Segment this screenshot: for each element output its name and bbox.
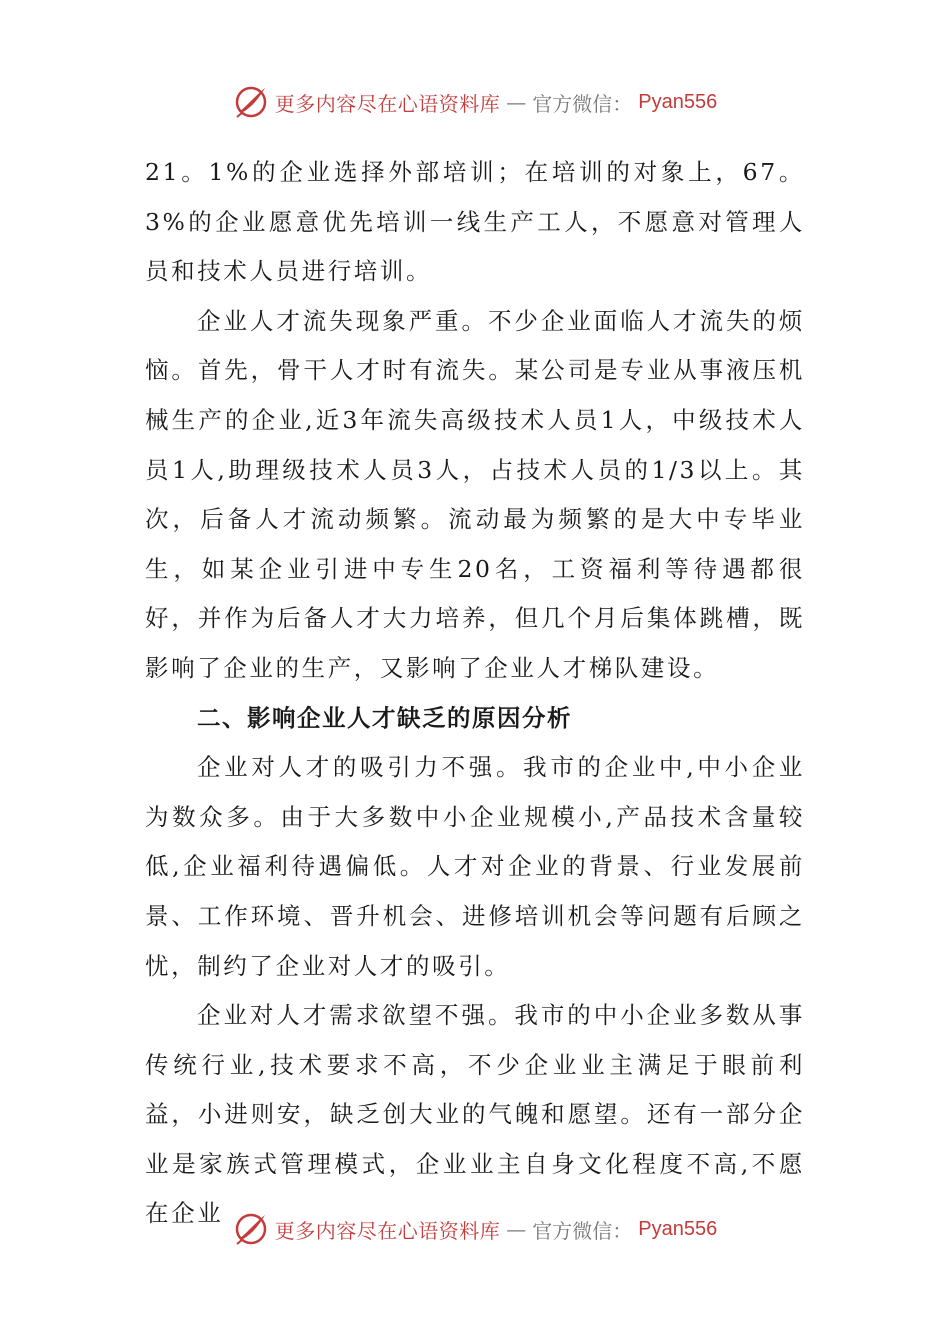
document-body <box>145 148 805 1239</box>
watermark-dash: — <box>506 1217 527 1241</box>
paragraph-continued: 21。1%的企业选择外部培训；在培训的对象上，67。3%的企业愿意优先培训一线生产工人，不愿意对管理人员和技术人员进行培训。 <box>145 158 805 286</box>
watermark-official-label: 官方微信： <box>532 1218 633 1243</box>
paragraph-talent-loss: 企业人才流失现象严重。不少企业面临人才流失的烦恼。首先，骨干人才时有流失。某公司是专业从事液压机械生产的企业,近3年流失高级技术人员1人，中级技术人员1人,助理级技术人员3人，占技术人员的1/3以上。其次，后备人才流动频繁。流动最为频繁的是大中专毕业生，如某企业引进中专生20名，工资福利等待遇都很好，并作为后备人才大力培养，但几个月后集体跳槽，既影响了企业的生产，又影响了企业人才梯队建设。 <box>145 306 805 682</box>
watermark-wechat-id: Pyan556 <box>638 1217 718 1240</box>
watermark-brand-text: 更多内容尽在心语资料库 <box>274 91 501 116</box>
footer-watermark-banner <box>0 1209 950 1249</box>
quill-logo-icon <box>233 84 269 120</box>
quill-logo-icon <box>233 1211 269 1247</box>
watermark-official-label: 官方微信： <box>532 91 633 116</box>
header-watermark-banner <box>0 82 950 122</box>
paragraph-demand: 企业对人才需求欲望不强。我市的中小企业多数从事传统行业,技术要求不高，不少企业业主满足于眼前利益，小进则安，缺乏创大业的气魄和愿望。还有一部分企业是家族式管理模式，企业业主自身文化程度不高,不愿在企业 <box>145 1001 805 1228</box>
watermark-wechat-id: Pyan556 <box>638 90 718 113</box>
watermark-dash: — <box>506 90 527 114</box>
watermark-brand-text: 更多内容尽在心语资料库 <box>274 1218 501 1243</box>
paragraph-attraction: 企业对人才的吸引力不强。我市的企业中,中小企业为数众多。由于大多数中小企业规模小,产品技术含量较低,企业福利待遇偏低。人才对企业的背景、行业发展前景、工作环境、晋升机会、进修培训机会等问题有后顾之忧，制约了企业对人才的吸引。 <box>145 753 805 980</box>
section-heading: 二、影响企业人才缺乏的原因分析 <box>197 703 572 732</box>
